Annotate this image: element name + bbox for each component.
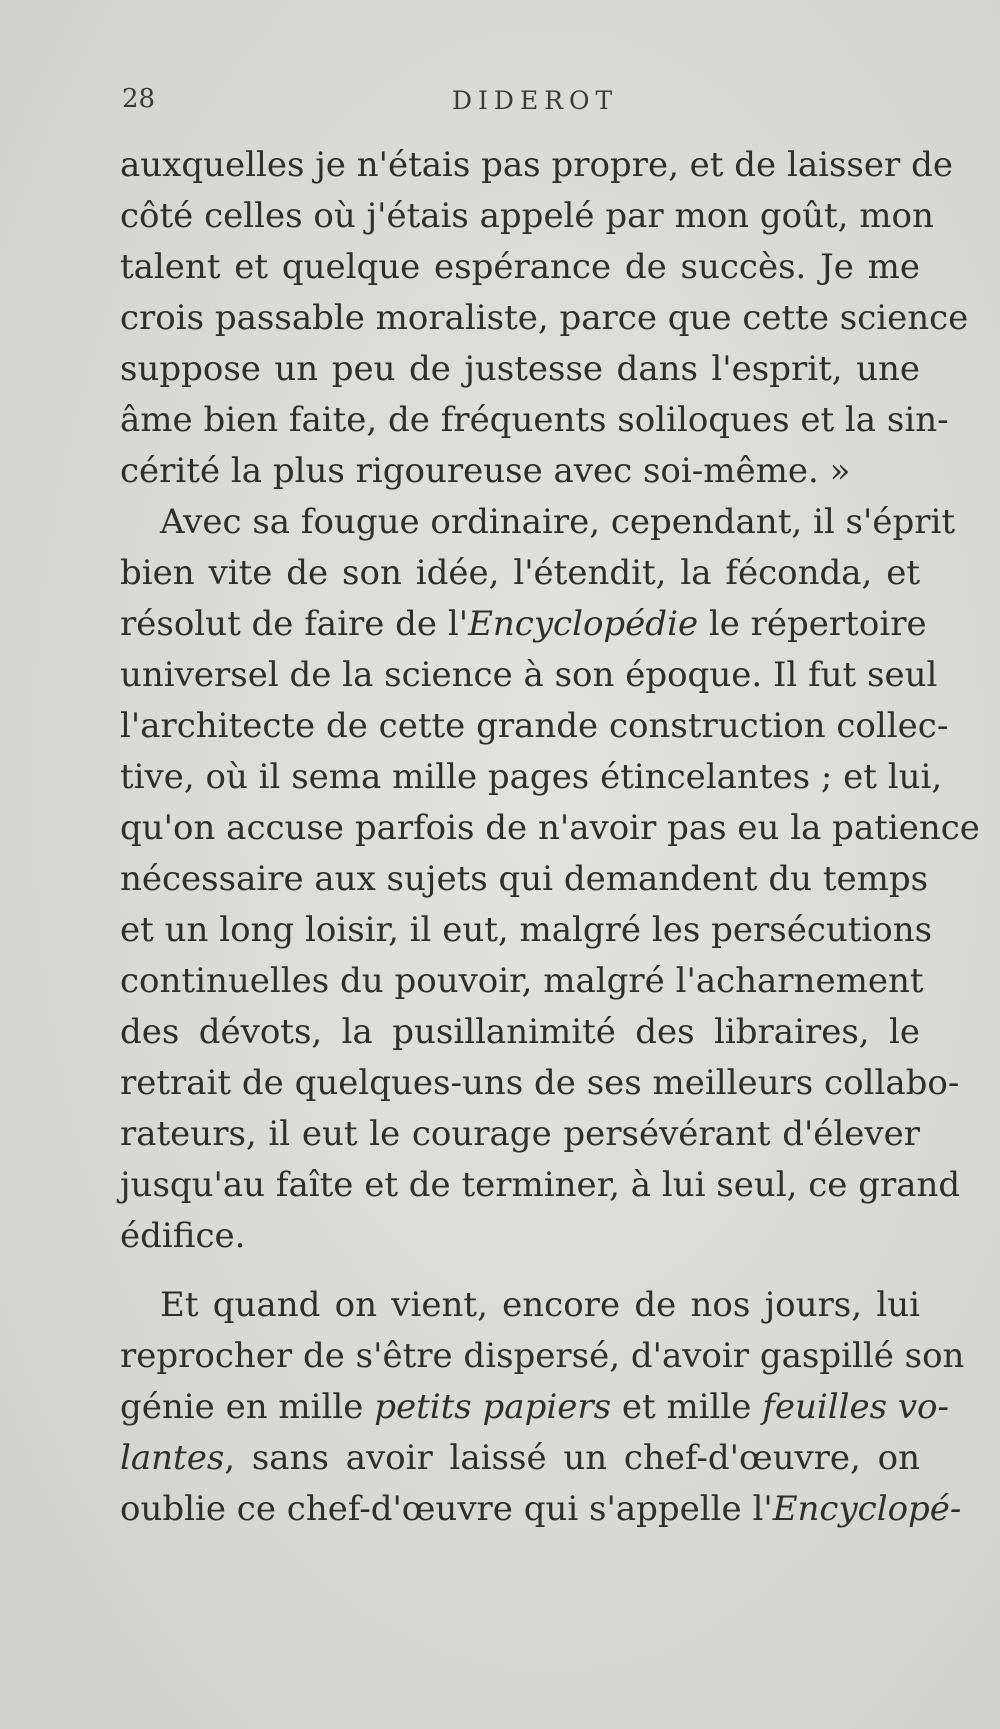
text-line: [120, 599, 927, 650]
paragraph-start: Avec sa fougue ordinaire, cependant, il s'éprit: [160, 502, 955, 542]
italic-phrase: feuilles vo-: [762, 1387, 950, 1427]
text-line: auxquelles je n'étais pas propre, et de laisser de: [120, 145, 953, 185]
text-line: suppose un peu de justesse dans l'esprit, une: [120, 349, 920, 389]
text-line: l'architecte de cette grande construction collec-: [120, 706, 949, 746]
text-line: tive, où il sema mille pages étincelantes ; et lui,: [120, 757, 943, 797]
text-line: bien vite de son idée, l'étendit, la féconda, et: [120, 553, 920, 593]
text-run: et mille: [611, 1387, 763, 1427]
text-line: talent et quelque espérance de succès. Je me: [120, 247, 920, 287]
text-line: nécessaire aux sujets qui demandent du temps: [120, 859, 929, 899]
text-line: des dévots, la pusillanimité des libraires, le: [120, 1012, 920, 1052]
text-line: jusqu'au faîte et de terminer, à lui seul, ce grand: [120, 1165, 961, 1205]
text-line: côté celles où j'étais appelé par mon goût, mon: [120, 196, 934, 236]
text-run: , sans avoir laissé un chef-d'œuvre, on: [224, 1438, 920, 1478]
italic-phrase: lantes: [120, 1438, 225, 1478]
text-run: résolut de faire de l': [120, 604, 469, 644]
running-head: [122, 84, 922, 124]
italic-title: Encyclopé-: [772, 1489, 962, 1529]
text-line: reprocher de s'être dispersé, d'avoir gaspillé son: [120, 1336, 965, 1376]
text-run: génie en mille: [120, 1387, 375, 1427]
text-line: continuelles du pouvoir, malgré l'acharnement: [120, 961, 924, 1001]
paragraph-start: Et quand on vient, encore de nos jours, lui: [160, 1285, 920, 1325]
body-text: [120, 140, 980, 1535]
text-line: universel de la science à son époque. Il fut seul: [120, 655, 938, 695]
text-run: oublie ce chef-d'œuvre qui s'appelle l': [120, 1489, 773, 1529]
text-line: crois passable moraliste, parce que cette science: [120, 298, 969, 338]
page-number: 28: [122, 84, 156, 114]
text-line: et un long loisir, il eut, malgré les persécutions: [120, 910, 933, 950]
text-line: [120, 1433, 920, 1484]
text-line: [120, 1382, 950, 1433]
text-line: âme bien faite, de fréquents soliloques et la sin-: [120, 400, 949, 440]
running-title: DIDEROT: [452, 86, 619, 115]
italic-phrase: petits papiers: [374, 1387, 612, 1427]
text-line: [120, 1484, 962, 1535]
text-line: édifice.: [120, 1216, 246, 1256]
text-line: retrait de quelques-uns de ses meilleurs collabo-: [120, 1063, 960, 1103]
text-line: cérité la plus rigoureuse avec soi-même. »: [120, 451, 851, 491]
paragraph-gap: [120, 1262, 920, 1280]
text-run: le répertoire: [698, 604, 927, 644]
text-line: qu'on accuse parfois de n'avoir pas eu la patience: [120, 808, 980, 848]
text-line: rateurs, il eut le courage persévérant d'élever: [120, 1114, 920, 1154]
italic-title: Encyclopédie: [468, 604, 699, 644]
